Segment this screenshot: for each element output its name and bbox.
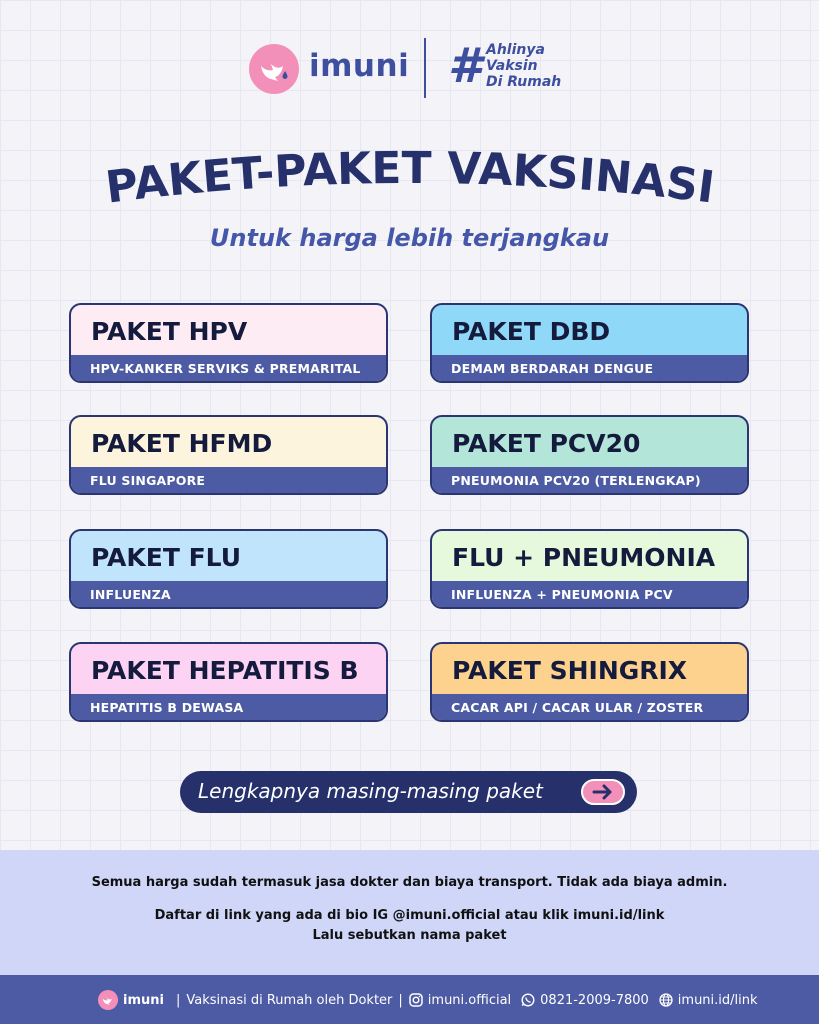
footer-instagram-link[interactable]: imuni.official xyxy=(427,992,512,1008)
tagline xyxy=(486,42,561,90)
footer-slogan: Vaksinasi di Rumah oleh Dokter xyxy=(186,992,393,1008)
footer-website-link[interactable]: imuni.id/link xyxy=(677,992,758,1008)
footer-brand: imuni xyxy=(123,992,164,1008)
tagline-line: Vaksin xyxy=(486,58,538,74)
package-title: PAKET SHINGRIX xyxy=(452,656,688,685)
package-title: PAKET PCV20 xyxy=(452,429,641,458)
footer-separator: | xyxy=(398,992,403,1008)
package-card[interactable] xyxy=(69,529,388,609)
package-card[interactable] xyxy=(69,642,388,722)
package-card[interactable] xyxy=(430,529,749,609)
more-details-button[interactable] xyxy=(180,771,637,813)
package-description: PNEUMONIA PCV20 (TERLENGKAP) xyxy=(432,467,747,493)
package-title: FLU + PNEUMONIA xyxy=(452,543,716,572)
arrow-right-icon xyxy=(581,779,625,805)
instagram-icon xyxy=(409,993,423,1007)
package-title: PAKET HEPATITIS B xyxy=(91,656,359,685)
header xyxy=(0,38,819,104)
header-divider xyxy=(424,38,426,98)
bird-logo-icon xyxy=(249,44,299,94)
footer-separator: | xyxy=(175,992,181,1008)
brand-name: imuni xyxy=(309,48,410,84)
info-line-package: Lalu sebutkan nama paket xyxy=(312,928,507,943)
globe-icon xyxy=(659,993,673,1007)
package-card[interactable] xyxy=(69,415,388,495)
page-title-text: PAKET-PAKET VAKSINASI xyxy=(102,150,718,214)
package-description: FLU SINGAPORE xyxy=(71,467,386,493)
page-title xyxy=(0,150,819,230)
hashtag-symbol: # xyxy=(448,38,482,94)
info-line-register: Daftar di link yang ada di bio IG @imuni.official atau klik imuni.id/link xyxy=(154,908,665,923)
footer-logo-icon xyxy=(98,990,118,1010)
footer xyxy=(0,975,819,1024)
tagline-line: Di Rumah xyxy=(486,74,562,90)
package-card[interactable] xyxy=(430,642,749,722)
page-subtitle: Untuk harga lebih terjangkau xyxy=(209,224,610,252)
package-title: PAKET HFMD xyxy=(91,429,273,458)
package-description: DEMAM BERDARAH DENGUE xyxy=(432,355,747,381)
whatsapp-icon xyxy=(521,993,535,1007)
package-card[interactable] xyxy=(69,303,388,383)
footer-whatsapp-link[interactable]: 0821-2009-7800 xyxy=(540,992,649,1008)
package-title: PAKET FLU xyxy=(91,543,241,572)
package-description: CACAR API / CACAR ULAR / ZOSTER xyxy=(432,694,747,720)
more-details-label: Lengkapnya masing-masing paket xyxy=(198,779,543,803)
package-title: PAKET HPV xyxy=(91,317,248,346)
package-description: INFLUENZA xyxy=(71,581,386,607)
info-line-price: Semua harga sudah termasuk jasa dokter dan biaya transport. Tidak ada biaya admin. xyxy=(91,875,728,890)
package-card[interactable] xyxy=(430,415,749,495)
info-section xyxy=(0,850,819,975)
package-description: INFLUENZA + PNEUMONIA PCV xyxy=(432,581,747,607)
package-card[interactable] xyxy=(430,303,749,383)
tagline-line: Ahlinya xyxy=(486,42,545,58)
svg-text:PAKET-PAKET VAKSINASI xyxy=(103,150,718,214)
package-title: PAKET DBD xyxy=(452,317,611,346)
package-description: HPV-KANKER SERVIKS & PREMARITAL xyxy=(71,355,386,381)
package-description: HEPATITIS B DEWASA xyxy=(71,694,386,720)
